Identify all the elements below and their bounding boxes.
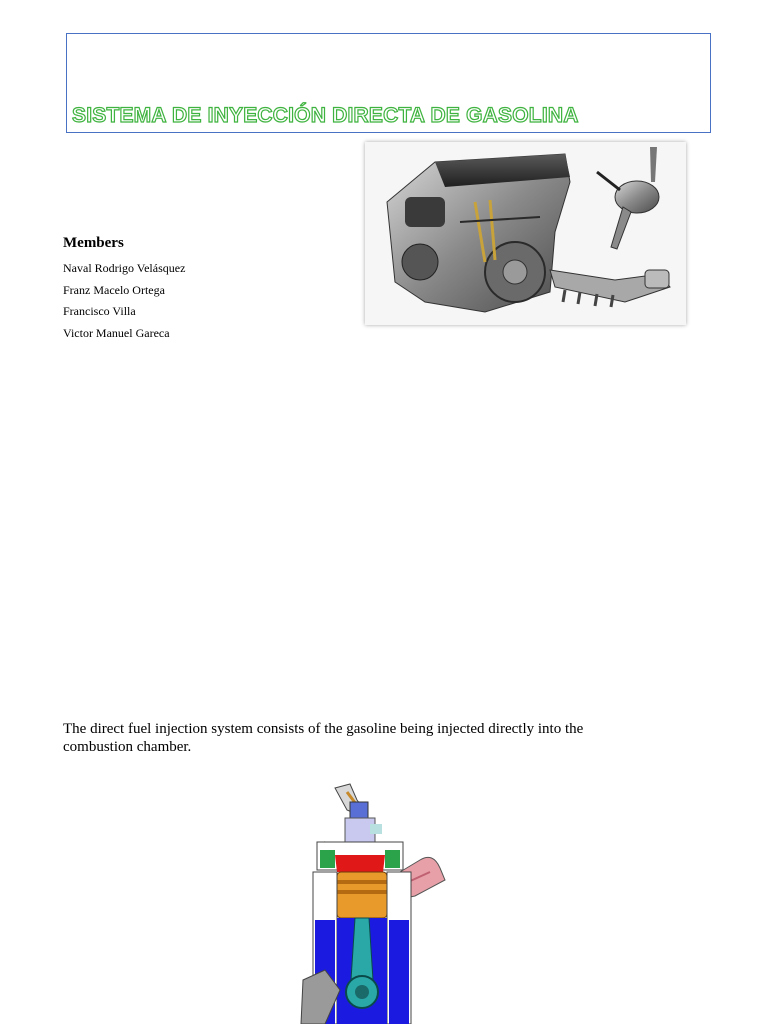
piston-cylinder-cutaway [295,780,455,1024]
engine-image [365,142,686,325]
member-name: Franz Macelo Ortega [63,282,165,297]
title-box [66,33,711,133]
document-title: SISTEMA DE INYECCIÓN DIRECTA DE GASOLINA [72,104,579,127]
member-name: Francisco Villa [63,304,136,319]
description-paragraph: The direct fuel injection system consists of the gasoline being injected directly into the combustion chamber. [63,721,584,755]
members-list [63,260,185,347]
member-name: Naval Rodrigo Velásquez [63,261,186,275]
member-name: Victor Manuel Gareca [63,326,170,341]
engine-illustration [365,142,686,325]
members-heading: Members [63,235,124,251]
cutaway-image [295,780,455,1024]
